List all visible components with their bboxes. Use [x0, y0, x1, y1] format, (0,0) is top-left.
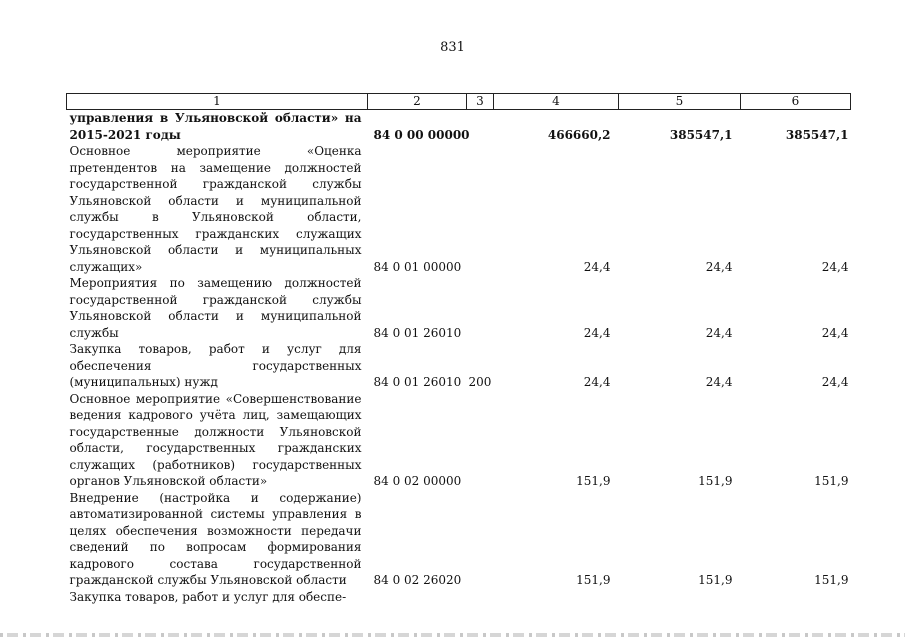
column-header-6: 6 [741, 94, 851, 110]
row-name: Закупка товаров, работ и услуг для обеспе- [69, 590, 347, 604]
row-code: 84 0 01 26010 [373, 325, 462, 340]
row-code: 84 0 02 26020 [373, 573, 462, 587]
row-value-4 [494, 589, 619, 606]
scan-edge-artifact [0, 633, 905, 637]
budget-table [66, 93, 851, 606]
page-number: 831 [440, 40, 465, 55]
table-header [67, 94, 851, 110]
column-header-4: 4 [494, 94, 619, 110]
table-row [67, 275, 851, 341]
row-vr [467, 275, 494, 341]
row-value-4: 24,4 [583, 375, 611, 389]
row-value-5 [619, 589, 741, 606]
row-vr [467, 143, 494, 275]
table-row [67, 391, 851, 490]
header-row [67, 94, 851, 110]
row-code: 84 0 02 00000 [373, 474, 462, 488]
table-row [67, 589, 851, 606]
column-header-5: 5 [619, 94, 741, 110]
column-header-1: 1 [67, 94, 368, 110]
row-value-6: 24,4 [821, 325, 849, 340]
table-row [67, 490, 851, 589]
column-header-3: 3 [467, 94, 494, 110]
row-value-5: 151,9 [698, 573, 733, 587]
row-name: управления в Ульяновской области» на 2015-2021 годы [69, 111, 362, 142]
row-vr [467, 490, 494, 589]
column-header-2: 2 [368, 94, 467, 110]
row-name: Основное мероприятие «Оценка претендентов на замещение должностей государственной гражданской службы Ульяновской области и муниципальной службы в Ульяновской области, государственных гражданских служащих Ульяновской области и муниципальных служащих» [69, 144, 362, 274]
row-value-5: 24,4 [705, 375, 733, 389]
row-value-4: 466660,2 [547, 127, 611, 142]
row-vr [467, 110, 494, 144]
row-value-5: 385547,1 [669, 127, 733, 142]
row-value-6: 24,4 [821, 375, 849, 389]
row-value-6 [741, 589, 851, 606]
row-value-5: 151,9 [698, 474, 733, 488]
table-row [67, 143, 851, 275]
row-value-4: 24,4 [583, 259, 611, 274]
row-code [368, 589, 467, 606]
row-value-6: 385547,1 [785, 127, 849, 142]
row-value-6: 151,9 [814, 573, 849, 587]
table-body [67, 110, 851, 606]
row-value-5: 24,4 [705, 259, 733, 274]
row-value-4: 151,9 [576, 573, 611, 587]
row-value-6: 151,9 [814, 474, 849, 488]
row-name: Мероприятия по замещению должностей государственной гражданской службы Ульяновской области и муниципальной службы [69, 276, 362, 340]
row-code: 84 0 01 00000 [373, 259, 462, 274]
row-value-5: 24,4 [705, 325, 733, 340]
row-vr [467, 391, 494, 490]
row-name: Основное мероприятие «Совершенствование ведения кадрового учёта лиц, замещающих государственные должности Ульяновской области, государственных гражданских служащих (работников) государственных органов Ульяновской области» [69, 391, 362, 488]
table-row [67, 341, 851, 391]
row-name: Закупка товаров, работ и услуг для обеспечения государственных (муниципальных) нужд [69, 342, 362, 389]
row-code: 84 0 00 00000 [373, 127, 470, 142]
row-vr [467, 589, 494, 606]
row-vr: 200 [468, 375, 492, 389]
row-value-4: 24,4 [583, 325, 611, 340]
row-code: 84 0 01 26010 [373, 375, 462, 389]
row-value-4: 151,9 [576, 474, 611, 488]
table-row [67, 110, 851, 144]
row-name: Внедрение (настройка и содержание) автоматизированной системы управления в целях обеспечения возможности передачи сведений по вопросам формирования кадрового состава государственной гражданской службы Ульяновской области [69, 490, 362, 587]
row-value-6: 24,4 [821, 259, 849, 274]
